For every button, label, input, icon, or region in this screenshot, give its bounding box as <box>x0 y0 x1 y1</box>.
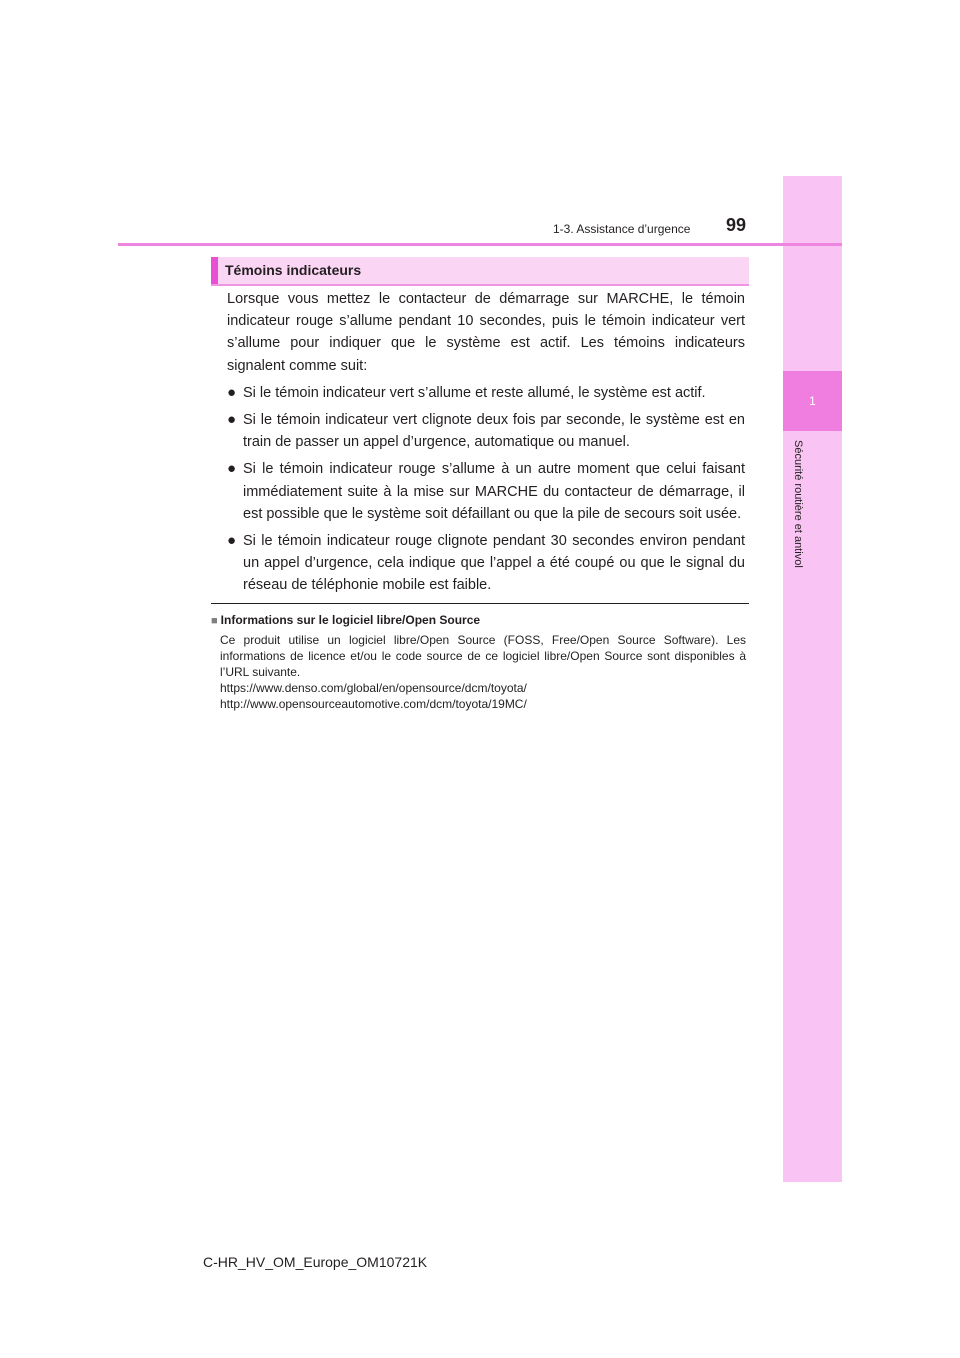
bullet-dot-icon: ● <box>227 411 237 429</box>
bullet-dot-icon: ● <box>227 383 237 401</box>
bullet-item <box>227 382 745 404</box>
note-text: Ce produit utilise un logiciel libre/Open Source (FOSS, Free/Open Source Software). Les informations de licence et/ou le code source de ce logiciel libre/Open Source sont disponibles à l’URL suivante. <box>220 633 746 679</box>
bullet-text: Si le témoin indicateur rouge clignote pendant 30 secondes environ pendant un appel d’urgence, cela indique que l’appel a été coupé ou que le signal du réseau de téléphonie mobile est faible. <box>243 533 745 594</box>
note-url-link[interactable]: https://www.denso.com/global/en/opensource/dcm/toyota/ <box>220 681 527 695</box>
note-url-link[interactable]: http://www.opensourceautomotive.com/dcm/toyota/19MC/ <box>220 697 527 711</box>
note-title: Informations sur le logiciel libre/Open Source <box>220 613 481 627</box>
chapter-number: 1 <box>809 394 816 408</box>
bullet-dot-icon: ● <box>227 532 237 550</box>
bullet-text: Si le témoin indicateur vert s’allume et reste allumé, le système est actif. <box>243 384 706 401</box>
bullet-text: Si le témoin indicateur vert clignote deux fois par seconde, le système est en train de passer un appel d’urgence, automatique ou manuel. <box>243 412 745 451</box>
intro-paragraph: Lorsque vous mettez le contacteur de démarrage sur MARCHE, le témoin indicateur rouge s’allume pendant 10 secondes, puis le témoin indicateur vert s’allume pour indiquer que le système est actif. Les témoins indicateurs signalent comme suit: <box>227 291 745 374</box>
bullet-item <box>227 409 745 453</box>
chapter-side-tab <box>783 176 842 1182</box>
note-body <box>211 632 746 712</box>
page-number: 99 <box>726 215 747 235</box>
chapter-number-tab <box>783 371 842 431</box>
section-heading <box>211 257 749 286</box>
note-block <box>211 612 746 712</box>
note-heading <box>211 612 746 629</box>
body-content <box>227 288 745 597</box>
document-code-footer: C-HR_HV_OM_Europe_OM10721K <box>203 1254 428 1270</box>
bullet-dot-icon: ● <box>227 460 237 478</box>
note-divider <box>211 603 749 604</box>
header-divider <box>118 243 842 246</box>
header-section-title: 1-3. Assistance d’urgence <box>553 222 691 236</box>
section-title: Témoins indicateurs <box>225 262 362 278</box>
note-square-icon: ■ <box>211 615 218 627</box>
bullet-item <box>227 458 745 525</box>
section-heading-accent <box>211 257 218 284</box>
bullet-text: Si le témoin indicateur rouge s’allume à un autre moment que celui faisant immédiatement suite à la mise sur MARCHE du contacteur de démarrage, il est possible que le système soit défaillant ou que la pile de secours soit usée. <box>243 461 745 522</box>
chapter-title-vertical: Sécurité routière et antivol <box>792 440 804 568</box>
bullet-item <box>227 530 745 597</box>
